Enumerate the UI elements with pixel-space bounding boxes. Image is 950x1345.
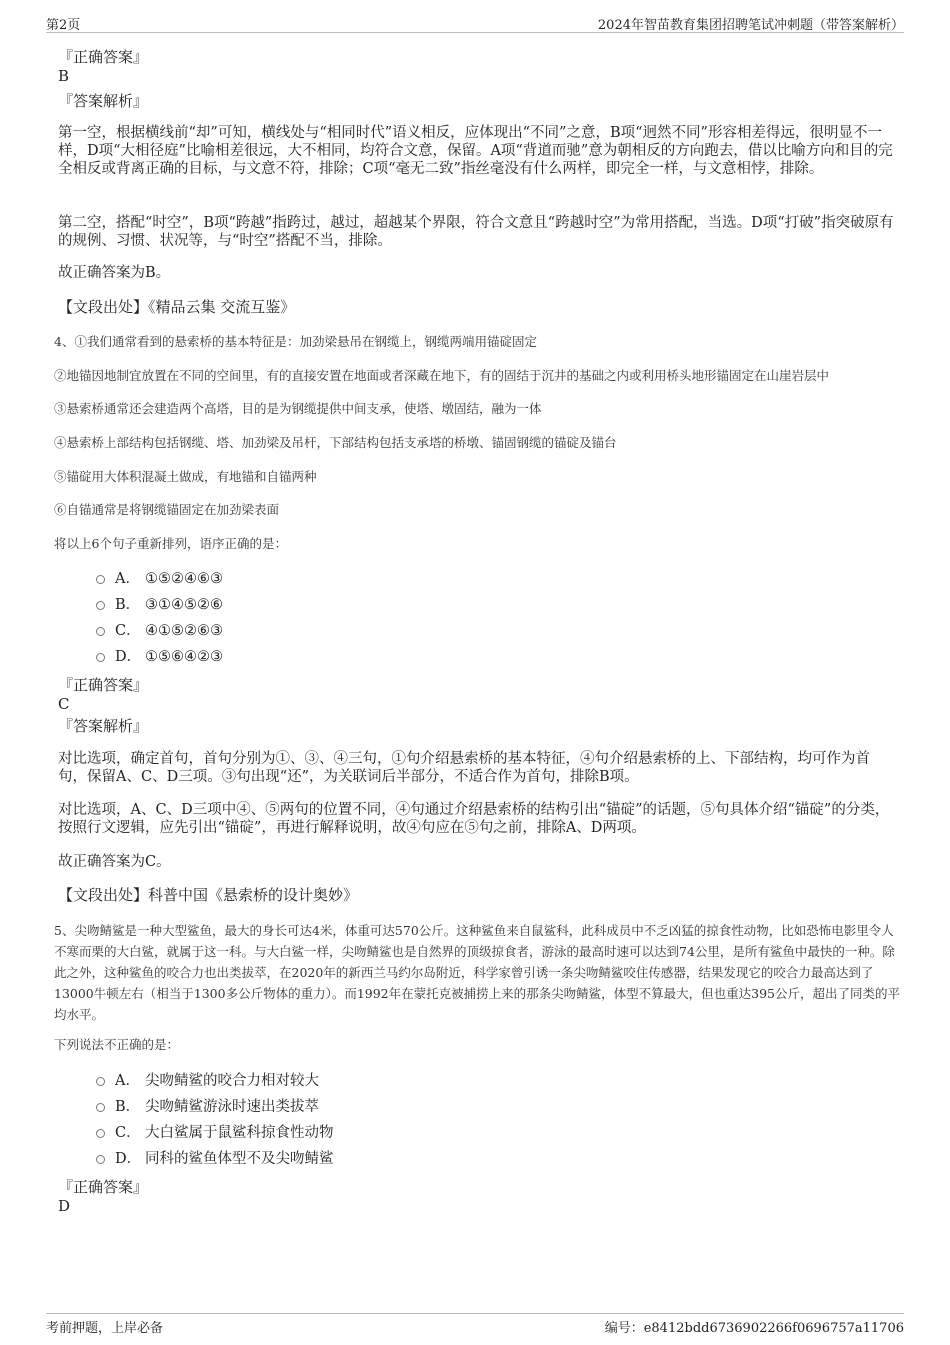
radio-icon[interactable] (96, 1077, 105, 1086)
analysis-conclusion: 故正确答案为C。 (58, 854, 171, 870)
answer-label: 『正确答案』 (58, 676, 149, 694)
question-sentence: ⑥自锚通常是将钢缆锚固定在加劲梁表面 (54, 502, 280, 517)
question-prompt: 下列说法不正确的是： (54, 1037, 180, 1052)
radio-icon[interactable] (96, 627, 105, 636)
footer-slogan: 考前押题，上岸必备 (46, 1321, 164, 1336)
answer-value: D (58, 1197, 71, 1215)
document-title: 2024年智苗教育集团招聘笔试冲刺题（带答案解析） (597, 18, 904, 33)
analysis-paragraph: 第二空，搭配“时空”，B项“跨越”指跨过，越过，超越某个界限，符合文意且“跨越时空”为常用搭配，当选。D项“打破”指突破原有的规例、习惯、状况等，与“时空”搭配不当，排除。 (58, 215, 894, 249)
question-passage: 5、尖吻鲭鲨是一种大型鲨鱼，最大的身长可达4米，体重可达570公斤。这种鲨鱼来自鼠鲨科，此科成员中不乏凶猛的掠食性动物，比如恐怖电影里令人不寒而栗的大白鲨，就属于这一科。与大白鲨一样，尖吻鲭鲨也是自然界的顶级掠食者，游泳的最高时速可以达到74公里，是所有鲨鱼中最快的一种。除此之外，这种鲨鱼的咬合力也出类拔萃，在2020年的新西兰马约尔岛附近，科学家曾引诱一条尖吻鲭鲨咬住传感器，结果发现它的咬合力最高达到了13000牛顿左右（相当于1300多公斤物体的重力）。而1992年在蒙托克被捕捞上来的那条尖吻鲭鲨，体型不算最大，但也重达395公斤，超出了同类的平均水平。 (54, 923, 900, 1022)
answer-label: 『正确答案』 (58, 48, 149, 66)
document-code: 编号：e8412bdd6736902266f0696757a11706 (604, 1321, 904, 1336)
analysis-label: 『答案解析』 (58, 717, 149, 735)
analysis-paragraph: 对比选项，A、C、D三项中④、⑤两句的位置不同，④句通过介绍悬索桥的结构引出“锚碇”的话题，⑤句具体介绍“锚碇”的分类，按照行文逻辑，应先引出“锚碇”，再进行解释说明，故④句应在⑤句之前，排除A、D两项。 (58, 802, 890, 836)
analysis-paragraph: 对比选项，确定首句，首句分别为①、③、④三句，①句介绍悬索桥的基本特征，④句介绍悬索桥的上、下部结构，均可作为首句，保留A、C、D三项。③句出现“还”，为关联词后半部分，不适合作为首句，排除B项。 (58, 751, 870, 785)
radio-icon[interactable] (96, 601, 105, 610)
question-sentence: 4、①我们通常看到的悬索桥的基本特征是：加劲梁悬吊在钢缆上，钢缆两端用锚碇固定 (54, 334, 537, 349)
question-sentence: ⑤锚碇用大体积混凝土做成，有地锚和自锚两种 (54, 469, 317, 484)
analysis-paragraph: 第一空，根据横线前“却”可知，横线处与“相同时代”语义相反，应体现出“不同”之意，B项“迥然不同”形容相差得远，很明显不一样，D项“大相径庭”比喻相差很远，大不相同，均符合文意，保留。A项“背道而驰”意为朝相反的方向跑去，借以比喻方向和目的完全相反或背离正确的目标，与文意不符，排除；C项“毫无二致”指丝毫没有什么两样，即完全一样，与文意相悖，排除。 (58, 125, 893, 177)
radio-icon[interactable] (96, 653, 105, 662)
analysis-label: 『答案解析』 (58, 92, 149, 110)
radio-icon[interactable] (96, 1155, 105, 1164)
option-c[interactable]: C． ④①⑤②⑥③ (96, 622, 223, 640)
radio-icon[interactable] (96, 1129, 105, 1138)
option-a[interactable]: A． ①⑤②④⑥③ (96, 570, 223, 588)
option-c[interactable]: C． 大白鲨属于鼠鲨科掠食性动物 (96, 1124, 334, 1142)
page-header (46, 12, 904, 33)
option-d[interactable]: D． ①⑤⑥④②③ (96, 648, 223, 666)
option-a[interactable]: A． 尖吻鲭鲨的咬合力相对较大 (96, 1072, 319, 1090)
option-b[interactable]: B． ③①④⑤②⑥ (96, 596, 223, 614)
answer-value: C (58, 695, 70, 713)
radio-icon[interactable] (96, 575, 105, 584)
option-d[interactable]: D． 同科的鲨鱼体型不及尖吻鲭鲨 (96, 1150, 334, 1168)
answer-label: 『正确答案』 (58, 1178, 149, 1196)
page-number: 第2页 (46, 18, 81, 33)
option-b[interactable]: B． 尖吻鲭鲨游泳时速出类拔萃 (96, 1098, 319, 1116)
radio-icon[interactable] (96, 1103, 105, 1112)
answer-value: B (58, 67, 70, 85)
source-citation: 【文段出处】科普中国《悬索桥的设计奥妙》 (58, 886, 359, 904)
question-sentence: ④悬索桥上部结构包括钢缆、塔、加劲梁及吊杆，下部结构包括支承塔的桥墩、锚固钢缆的锚碇及锚台 (54, 435, 617, 450)
analysis-conclusion: 故正确答案为B。 (58, 265, 171, 281)
question-sentence: ③悬索桥通常还会建造两个高塔，目的是为钢缆提供中间支承，使塔、墩固结，融为一体 (54, 401, 542, 416)
question-sentence: ②地锚因地制宜放置在不同的空间里，有的直接安置在地面或者深藏在地下，有的固结于沉井的基础之内或利用桥头地形锚固定在山崖岩层中 (54, 368, 830, 383)
question-prompt: 将以上6个句子重新排列，语序正确的是： (54, 536, 287, 551)
source-citation: 【文段出处】《精品云集 交流互鉴》 (58, 298, 296, 316)
page-footer (46, 1313, 904, 1336)
